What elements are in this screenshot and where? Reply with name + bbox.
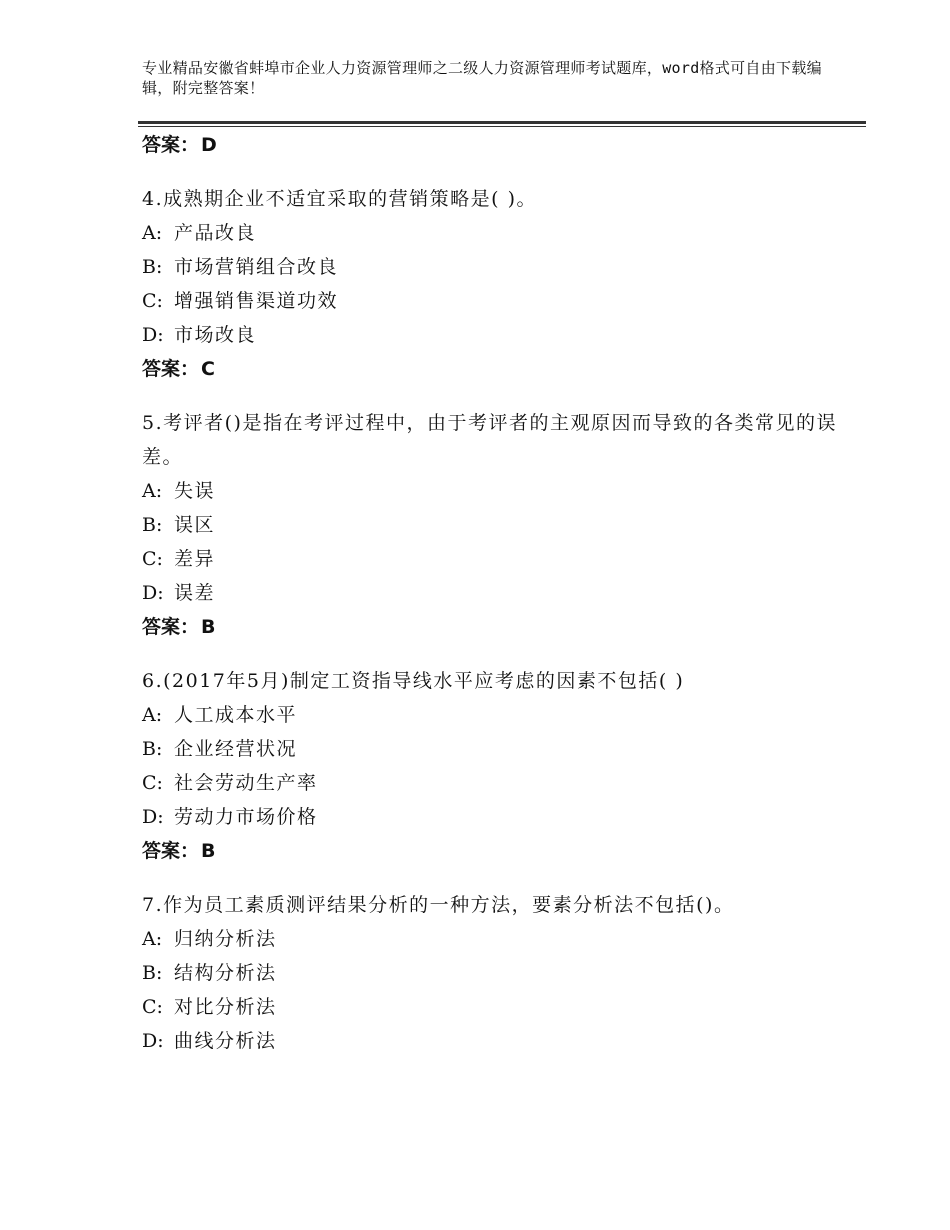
- option-c: [142, 284, 842, 318]
- answer-value: D: [201, 134, 217, 156]
- header-divider-thick: [138, 121, 866, 124]
- option-text: 曲线分析法: [174, 1030, 277, 1052]
- option-a: [142, 474, 842, 508]
- option-key: B:: [142, 962, 163, 984]
- question-stem: 4.成熟期企业不适宜采取的营销策略是( )。: [142, 188, 537, 210]
- answer-line: [142, 610, 842, 644]
- option-text: 劳动力市场价格: [174, 806, 318, 828]
- option-text: 对比分析法: [174, 996, 277, 1018]
- answer-value: B: [201, 616, 216, 638]
- option-text: 社会劳动生产率: [174, 772, 318, 794]
- answer-value: C: [201, 358, 215, 380]
- answer-label: 答案：: [142, 134, 200, 156]
- option-text: 结构分析法: [174, 962, 277, 984]
- question-stem: 5.考评者()是指在考评过程中，由于考评者的主观原因而导致的各类常见的误差。: [142, 412, 837, 468]
- option-key: C:: [142, 290, 163, 312]
- answer-line: [142, 834, 842, 868]
- option-text: 误区: [174, 514, 216, 536]
- option-text: 增强销售渠道功效: [174, 290, 339, 312]
- answer-label: 答案：: [142, 358, 200, 380]
- option-c: [142, 990, 842, 1024]
- option-text: 市场改良: [174, 324, 257, 346]
- option-text: 差异: [174, 548, 216, 570]
- option-b: [142, 956, 842, 990]
- option-text: 误差: [174, 582, 216, 604]
- option-key: B:: [142, 514, 163, 536]
- option-text: 人工成本水平: [174, 704, 298, 726]
- answer-label: 答案：: [142, 840, 200, 862]
- option-key: B:: [142, 738, 163, 760]
- option-b: [142, 508, 842, 542]
- option-key: B:: [142, 256, 163, 278]
- document-header: 专业精品安徽省蚌埠市企业人力资源管理师之二级人力资源管理师考试题库，word格式可自由下载编辑，附完整答案！: [142, 59, 822, 97]
- header-divider-thin: [138, 126, 866, 127]
- option-c: [142, 542, 842, 576]
- option-key: D:: [142, 324, 164, 346]
- answer-line-q3: [142, 128, 842, 162]
- question-stem: 6.(2017年5月)制定工资指导线水平应考虑的因素不包括( ): [142, 670, 685, 692]
- answer-label: 答案：: [142, 616, 200, 638]
- option-text: 企业经营状况: [174, 738, 298, 760]
- document-body: [142, 128, 842, 1058]
- option-b: [142, 250, 842, 284]
- answer-line: [142, 352, 842, 386]
- option-text: 失误: [174, 480, 216, 502]
- answer-value: B: [201, 840, 216, 862]
- question-5: [142, 406, 842, 644]
- option-b: [142, 732, 842, 766]
- option-text: 归纳分析法: [174, 928, 277, 950]
- option-key: C:: [142, 548, 163, 570]
- option-key: D:: [142, 582, 164, 604]
- option-a: [142, 216, 842, 250]
- question-4: [142, 182, 842, 386]
- option-text: 产品改良: [174, 222, 257, 244]
- option-key: C:: [142, 996, 163, 1018]
- option-key: C:: [142, 772, 163, 794]
- option-a: [142, 922, 842, 956]
- question-6: [142, 664, 842, 868]
- option-key: A:: [142, 222, 163, 244]
- question-stem: 7.作为员工素质测评结果分析的一种方法，要素分析法不包括()。: [142, 894, 735, 916]
- option-d: [142, 1024, 842, 1058]
- option-key: A:: [142, 928, 163, 950]
- option-d: [142, 318, 842, 352]
- option-key: D:: [142, 1030, 164, 1052]
- option-key: A:: [142, 480, 163, 502]
- option-d: [142, 800, 842, 834]
- option-d: [142, 576, 842, 610]
- option-key: D:: [142, 806, 164, 828]
- option-text: 市场营销组合改良: [174, 256, 339, 278]
- option-key: A:: [142, 704, 163, 726]
- question-7: [142, 888, 842, 1058]
- option-a: [142, 698, 842, 732]
- option-c: [142, 766, 842, 800]
